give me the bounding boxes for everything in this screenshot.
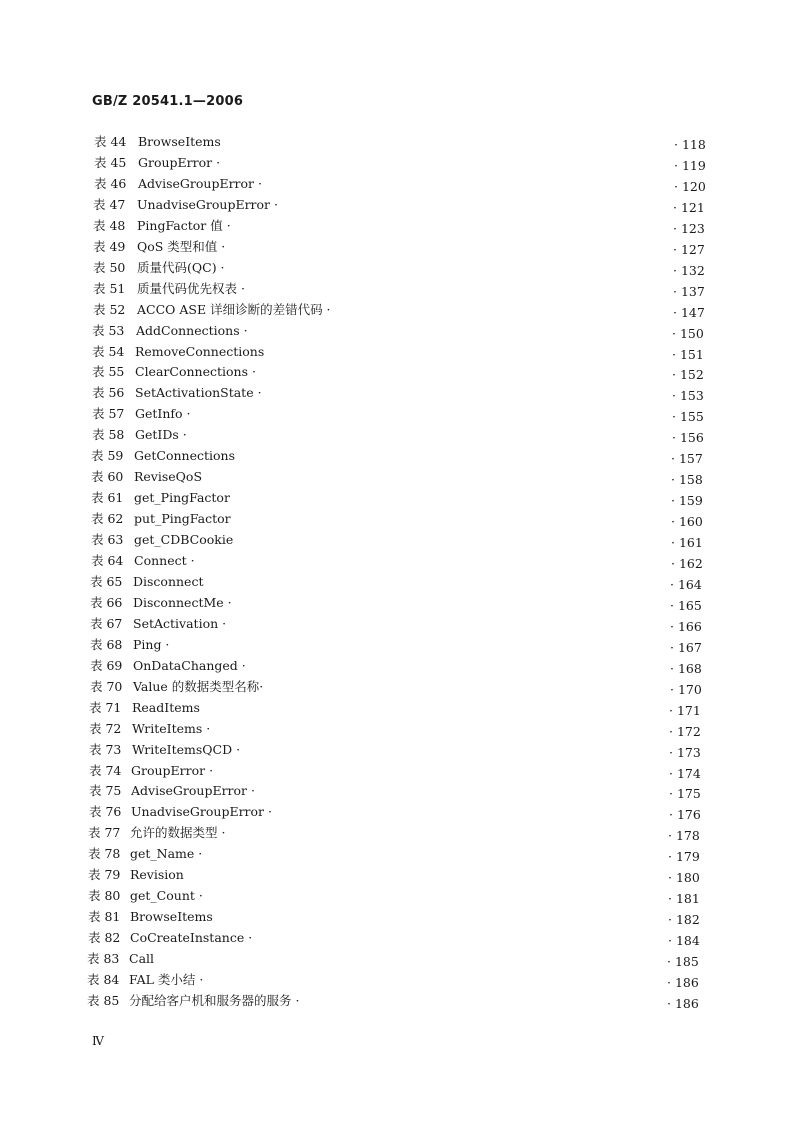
toc-entry-number: 表 82	[88, 930, 121, 946]
toc-entry-number: 表 76	[89, 804, 122, 820]
document-id: GB/Z 20541.1—2006	[92, 94, 244, 109]
toc-entry-title: get_CDBCookie	[134, 532, 234, 548]
toc-entry-title: 允许的数据类型 ·	[130, 825, 226, 841]
toc-entry-number: 表 61	[91, 490, 124, 506]
toc-entry-number: 表 52	[93, 301, 126, 317]
toc-entry-page: · 176	[669, 807, 701, 823]
toc-entry-page: · 182	[668, 912, 700, 928]
toc-entry-number: 表 60	[91, 469, 124, 485]
toc-entry-title: SetActivation ·	[133, 615, 227, 631]
toc-entry-number: 表 66	[90, 594, 123, 610]
toc-entry-page: · 132	[673, 262, 705, 278]
toc-entry-title: Value 的数据类型名称·	[133, 678, 264, 694]
toc-entry-title: ACCO ASE 详细诊断的差错代码 ·	[137, 301, 331, 317]
toc-entry-title: UnadviseGroupError ·	[137, 196, 278, 212]
toc-entry-number: 表 46	[94, 175, 127, 191]
toc-entry-number: 表 59	[91, 448, 124, 464]
toc-entry-page: · 165	[670, 597, 702, 613]
toc-entry-title: Call	[129, 951, 155, 967]
toc-entry-page: · 158	[671, 472, 703, 488]
toc-entry-number: 表 67	[90, 615, 123, 631]
toc-entry-number: 表 58	[92, 427, 125, 443]
toc-entry[interactable]	[90, 593, 710, 613]
toc-entry-number: 表 65	[90, 573, 123, 589]
toc-entry[interactable]	[87, 970, 707, 990]
toc-entry[interactable]	[91, 446, 711, 466]
toc-entry-number: 表 79	[88, 867, 121, 883]
toc-entry-title: ClearConnections ·	[135, 364, 256, 380]
toc-entry-page: · 186	[667, 995, 699, 1011]
toc-entry-title: BrowseItems	[130, 909, 213, 925]
toc-entry-number: 表 68	[90, 636, 123, 652]
toc-entry[interactable]	[92, 425, 712, 445]
toc-entry-number: 表 75	[89, 783, 122, 799]
toc-entry[interactable]	[88, 907, 708, 927]
toc-entry-number: 表 56	[92, 385, 125, 401]
toc-entry[interactable]	[93, 195, 713, 215]
toc-entry[interactable]	[87, 949, 707, 969]
toc-entry-page: · 162	[671, 556, 703, 571]
toc-entry-page: · 168	[670, 660, 702, 676]
toc-entry-title: GroupError ·	[138, 154, 221, 170]
toc-entry-number: 表 44	[94, 134, 127, 149]
toc-entry[interactable]	[92, 362, 712, 382]
toc-entry-title: DisconnectMe ·	[133, 594, 232, 610]
toc-entry-page: · 155	[672, 409, 704, 425]
toc-entry-number: 表 53	[92, 322, 125, 338]
toc-entry[interactable]	[89, 761, 709, 781]
page-number: Ⅳ	[92, 1034, 104, 1048]
toc-entry[interactable]	[94, 174, 714, 194]
toc-entry[interactable]	[90, 656, 710, 676]
toc-entry-title: 分配给客户机和服务器的服务 ·	[129, 992, 300, 1008]
toc-entry-page: · 147	[673, 304, 705, 320]
toc-entry-page: · 174	[669, 765, 701, 781]
toc-entry-page: · 150	[672, 325, 704, 341]
toc-entry-number: 表 74	[89, 762, 122, 778]
toc-entry-title: ReadItems	[132, 699, 200, 715]
toc-entry-page: · 153	[672, 388, 704, 404]
toc-entry-page: · 119	[674, 157, 706, 173]
toc-entry-title: Connect ·	[134, 553, 195, 568]
toc-entry[interactable]	[93, 279, 713, 299]
toc-entry[interactable]	[91, 551, 711, 571]
toc-entry-title: FAL 类小结 ·	[129, 972, 204, 987]
toc-entry-page: · 161	[671, 535, 703, 551]
toc-entry-title: Ping ·	[133, 636, 170, 652]
toc-entry[interactable]	[88, 886, 708, 906]
toc-entry[interactable]	[91, 509, 711, 529]
toc-entry-number: 表 71	[89, 699, 122, 715]
toc-entry[interactable]	[89, 719, 709, 739]
toc-entry-page: · 185	[667, 954, 699, 970]
toc-entry-title: WriteItems ·	[132, 720, 211, 736]
toc-entry-title: OnDataChanged ·	[133, 657, 246, 673]
toc-entry-page: · 170	[670, 681, 702, 697]
toc-entry-title: GetInfo ·	[135, 406, 191, 422]
toc-entry-number: 表 55	[92, 364, 125, 380]
toc-entry-number: 表 81	[88, 909, 121, 925]
toc-entry[interactable]	[87, 991, 707, 1011]
toc-entry-page: · 180	[668, 870, 700, 886]
toc-entry-title: 质量代码优先权表 ·	[137, 280, 245, 296]
toc-entry-page: · 137	[673, 283, 705, 299]
toc-entry-number: 表 64	[91, 553, 124, 568]
toc-entry[interactable]	[92, 342, 712, 362]
toc-entry[interactable]	[89, 740, 709, 760]
toc-entry-title: AdviseGroupError ·	[131, 783, 255, 799]
toc-entry[interactable]	[94, 153, 714, 173]
toc-entry-page: · 156	[672, 430, 704, 446]
toc-entry-page: · 181	[668, 891, 700, 907]
toc-entry-page: · 118	[674, 137, 706, 152]
toc-entry-number: 表 70	[90, 678, 123, 694]
toc-entry-title: 质量代码(QC) ·	[137, 259, 225, 275]
toc-entry-number: 表 57	[92, 406, 125, 422]
toc-entry-title: get_Name ·	[130, 846, 203, 862]
toc-entry-title: PingFactor 值 ·	[137, 217, 231, 233]
toc-entry-title: Revision	[130, 867, 184, 883]
toc-entry-title: GetConnections	[134, 448, 236, 464]
toc-entry-title: WriteItemsQCD ·	[132, 741, 241, 757]
toc-entry-page: · 184	[668, 933, 700, 949]
toc-entry-page: · 160	[671, 514, 703, 530]
toc-entry-page: · 120	[674, 178, 706, 194]
toc-entry-number: 表 72	[89, 720, 122, 736]
toc-entry-page: · 123	[673, 220, 705, 236]
toc-entry-page: · 157	[671, 451, 703, 467]
toc-entry[interactable]	[89, 698, 709, 718]
toc-entry-number: 表 62	[91, 511, 124, 527]
toc-entry[interactable]	[90, 614, 710, 634]
toc-entry-number: 表 50	[93, 259, 126, 275]
toc-entry-number: 表 47	[93, 196, 126, 212]
toc-entry-number: 表 83	[87, 951, 120, 967]
toc-entry[interactable]	[88, 844, 708, 864]
toc-entry-number: 表 77	[88, 825, 121, 841]
toc-entry-page: · 127	[673, 241, 705, 257]
toc-entry[interactable]	[88, 823, 708, 843]
toc-entry-title: AdviseGroupError ·	[138, 175, 262, 191]
toc-entry-title: QoS 类型和值 ·	[137, 238, 226, 254]
toc-entry-title: ReviseQoS	[134, 469, 203, 485]
toc-entry-number: 表 45	[94, 154, 127, 170]
toc-entry[interactable]	[91, 530, 711, 550]
toc-entry-page: · 179	[668, 849, 700, 865]
toc-entry-title: RemoveConnections	[135, 343, 265, 359]
toc-entry[interactable]	[93, 300, 713, 320]
toc-entry-title: CoCreateInstance ·	[130, 930, 253, 946]
toc-entry-number: 表 49	[93, 238, 126, 254]
toc-entry-number: 表 63	[91, 532, 124, 548]
toc-entry-page: · 152	[672, 367, 704, 383]
toc-entry-number: 表 73	[89, 741, 122, 757]
toc-entry-number: 表 78	[88, 846, 121, 862]
toc-entry-title: AddConnections ·	[136, 322, 248, 338]
toc-entry-page: · 164	[670, 576, 702, 592]
toc-entry[interactable]	[88, 928, 708, 948]
toc-entry-title: BrowseItems	[138, 134, 221, 149]
toc-entry-number: 表 80	[88, 888, 121, 904]
toc-entry-page: · 172	[669, 723, 701, 739]
toc-entry-number: 表 85	[87, 992, 120, 1008]
toc-entry-number: 表 69	[90, 657, 123, 673]
toc-entry[interactable]	[89, 781, 709, 801]
toc-entry-page: · 171	[669, 702, 701, 718]
toc-entry[interactable]	[90, 572, 710, 592]
toc-entry-title: put_PingFactor	[134, 511, 231, 527]
toc-entry-number: 表 48	[93, 217, 126, 233]
toc-entry[interactable]	[90, 677, 710, 697]
toc-entry-title: GroupError ·	[131, 762, 214, 778]
toc-entry-title: UnadviseGroupError ·	[131, 804, 272, 820]
toc-entry[interactable]	[90, 635, 710, 655]
toc-entry-title: get_Count ·	[130, 888, 203, 904]
toc-entry-number: 表 84	[87, 972, 120, 987]
toc-entry[interactable]	[93, 216, 713, 236]
toc-entry-page: · 186	[667, 975, 699, 990]
toc-entry-page: · 121	[673, 199, 705, 215]
toc-entry[interactable]	[91, 467, 711, 487]
toc-entry-title: Disconnect	[133, 573, 204, 589]
toc-entry[interactable]	[88, 865, 708, 885]
toc-entry-title: SetActivationState ·	[135, 385, 262, 401]
toc-entry[interactable]	[93, 258, 713, 278]
toc-entry[interactable]	[94, 132, 714, 152]
toc-entry[interactable]	[93, 237, 713, 257]
toc-entry-title: get_PingFactor	[134, 490, 230, 506]
toc-entry-page: · 173	[669, 744, 701, 760]
toc-entry-page: · 151	[672, 346, 704, 362]
toc-entry[interactable]	[89, 802, 709, 822]
toc-entry-page: · 167	[670, 639, 702, 655]
toc-entry-page: · 159	[671, 493, 703, 509]
toc-entry[interactable]	[92, 383, 712, 403]
toc-entry-page: · 166	[670, 618, 702, 634]
toc-entry-page: · 178	[668, 828, 700, 844]
toc-entry[interactable]	[92, 321, 712, 341]
toc-entry[interactable]	[91, 488, 711, 508]
toc-entry-number: 表 54	[92, 343, 125, 359]
toc-entry-page: · 175	[669, 786, 701, 802]
toc-entry-number: 表 51	[93, 280, 126, 296]
toc-entry[interactable]	[92, 404, 712, 424]
toc-entry-title: GetIDs ·	[135, 427, 187, 443]
